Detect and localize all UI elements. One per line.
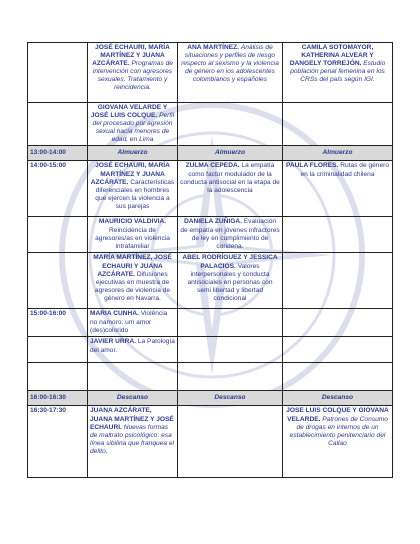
session-cell	[178, 309, 283, 337]
table-row	[28, 43, 393, 103]
time-cell: 16:00-16:30	[28, 391, 88, 406]
table-row	[28, 253, 393, 309]
session-cell	[283, 253, 393, 309]
speaker-name: MAURICIO VALDIVIA.	[98, 218, 167, 226]
session-cell	[88, 337, 178, 363]
session-cell	[178, 43, 283, 103]
table-row	[28, 337, 393, 363]
talk-title: Características diferenciales en hombres que ejercen la violencia a sus parejas	[95, 178, 175, 210]
session-cell	[283, 43, 393, 103]
time-cell	[28, 43, 88, 103]
time-cell: 14:00-15:00	[28, 161, 88, 217]
speaker-name: GIOVANA VELARDE Y JOSÉ LUIS COLQUE.	[90, 104, 168, 120]
session-cell	[178, 217, 283, 253]
time-cell: 13:00-14:00	[28, 146, 88, 161]
time-cell: 15:00-16:00	[28, 309, 88, 337]
session-cell	[88, 43, 178, 103]
session-cell	[283, 406, 393, 478]
talk-title: Difusiones ejecutivas en muestra de agresores de violencia de género en Navarra.	[94, 270, 171, 302]
talk-title: Nuevas formas de maltrato psicológico: esa línea sibilina que franquea el delito.	[90, 423, 174, 455]
table-row	[28, 363, 393, 391]
speaker-name: PAULA FLORES.	[286, 162, 339, 170]
session-cell	[178, 253, 283, 309]
session-cell	[178, 363, 283, 391]
table-row	[28, 217, 393, 253]
speaker-name: MARIA CUNHA.	[90, 310, 139, 318]
talk-title: La empatía como factor modulador de la conducta antisocial en la etapa de la adolescencia	[180, 162, 280, 194]
speaker-name: JOSE LUIS COLQUE Y GIOVANA VELARDE.	[286, 407, 389, 423]
session-cell	[178, 161, 283, 217]
table-row	[28, 103, 393, 146]
talk-title: Valores interpersonales y conducta antisociales en personas con semi libertad y libertad condicional	[187, 262, 273, 302]
talk-title: Rutas de género en la criminalidad chilena	[300, 162, 389, 178]
speaker-name: JOSÉ ECHAURI, MARÍA MARTÍNEZ Y JUANA AZCÁRATE.	[92, 44, 170, 68]
speaker-name: JAVIER URRA.	[90, 338, 137, 346]
time-cell	[28, 103, 88, 146]
speaker-name: CAMILA SOTOMAYOR, KATHERINA ALVEAR Y DANGELY TORREJÓN.	[289, 44, 374, 68]
talk-title: Análisis de situaciones y perfiles de riesgo respecto al sexismo y la violencia de género en los adolescentes colombianos y españoles	[181, 44, 279, 84]
speaker-name: ABEL RODRÍGUEZ Y JESSICA PALACIOS.	[182, 254, 278, 270]
speaker-name: JOSÉ ECHAURI, MARÍA MARTÍNEZ Y JUANA AZCÁRATE.	[90, 162, 170, 186]
talk-title: Evaluación de empatía en jóvenes infractores de ley en cumplimiento de condena.	[180, 218, 280, 250]
session-cell	[88, 406, 178, 478]
schedule-table	[27, 42, 393, 478]
time-cell	[28, 337, 88, 363]
talk-title: Patrones de Consumo de drogas en internos de un establecimiento penitenciario del Callao	[289, 415, 388, 447]
session-cell	[178, 406, 283, 478]
table-row	[28, 146, 393, 161]
time-cell	[28, 217, 88, 253]
session-cell	[283, 363, 393, 391]
session-cell	[88, 217, 178, 253]
session-cell	[88, 161, 178, 217]
time-cell	[28, 253, 88, 309]
session-cell	[283, 217, 393, 253]
session-cell	[283, 309, 393, 337]
break-cell: Descanso	[283, 391, 393, 406]
time-cell: 16:30-17:30	[28, 406, 88, 478]
speaker-name: DANIELA ZUÑIGA.	[183, 218, 242, 226]
talk-title: La Patología del amor.	[90, 338, 175, 354]
session-cell	[88, 363, 178, 391]
speaker-name: JUANA AZCÁRATE, JUANA MARTÍNEZ Y JOSÉ ECHAURI.	[90, 407, 174, 431]
table-row	[28, 309, 393, 337]
speaker-name: ZULMA CEPEDA.	[185, 162, 240, 170]
talk-title: Violência no namoro: um amor (des)colorido	[90, 310, 168, 334]
break-cell: Almuerzo	[178, 146, 283, 161]
talk-title: Programas de intervención con agresores sexuales. Tratamiento y reincidencia.	[92, 60, 173, 92]
session-cell	[88, 309, 178, 337]
talk-title: Reincidencia de agresores/as en violencia intrafamiliar	[95, 226, 170, 250]
session-cell	[283, 103, 393, 146]
talk-title: Perfil del procesado por agresión sexual hacia menores de edad, en Lima	[92, 112, 175, 144]
talk-title: Estudio población penal femenina en los CRSs del país según IGI.	[290, 60, 386, 84]
session-cell	[283, 337, 393, 363]
speaker-name: ANA MARTÍNEZ.	[187, 44, 240, 51]
break-cell: Almuerzo	[283, 146, 393, 161]
break-cell: Almuerzo	[88, 146, 178, 161]
table-row	[28, 161, 393, 217]
break-cell: Descanso	[88, 391, 178, 406]
session-cell	[88, 253, 178, 309]
break-cell: Descanso	[178, 391, 283, 406]
table-row	[28, 391, 393, 406]
session-cell	[88, 103, 178, 146]
session-cell	[178, 103, 283, 146]
table-row	[28, 406, 393, 478]
session-cell	[283, 161, 393, 217]
time-cell	[28, 363, 88, 391]
speaker-name: MARÍA MARTÍNEZ, JOSÉ ECHAURI Y JUANA AZCÁRATE.	[93, 254, 172, 278]
session-cell	[178, 337, 283, 363]
